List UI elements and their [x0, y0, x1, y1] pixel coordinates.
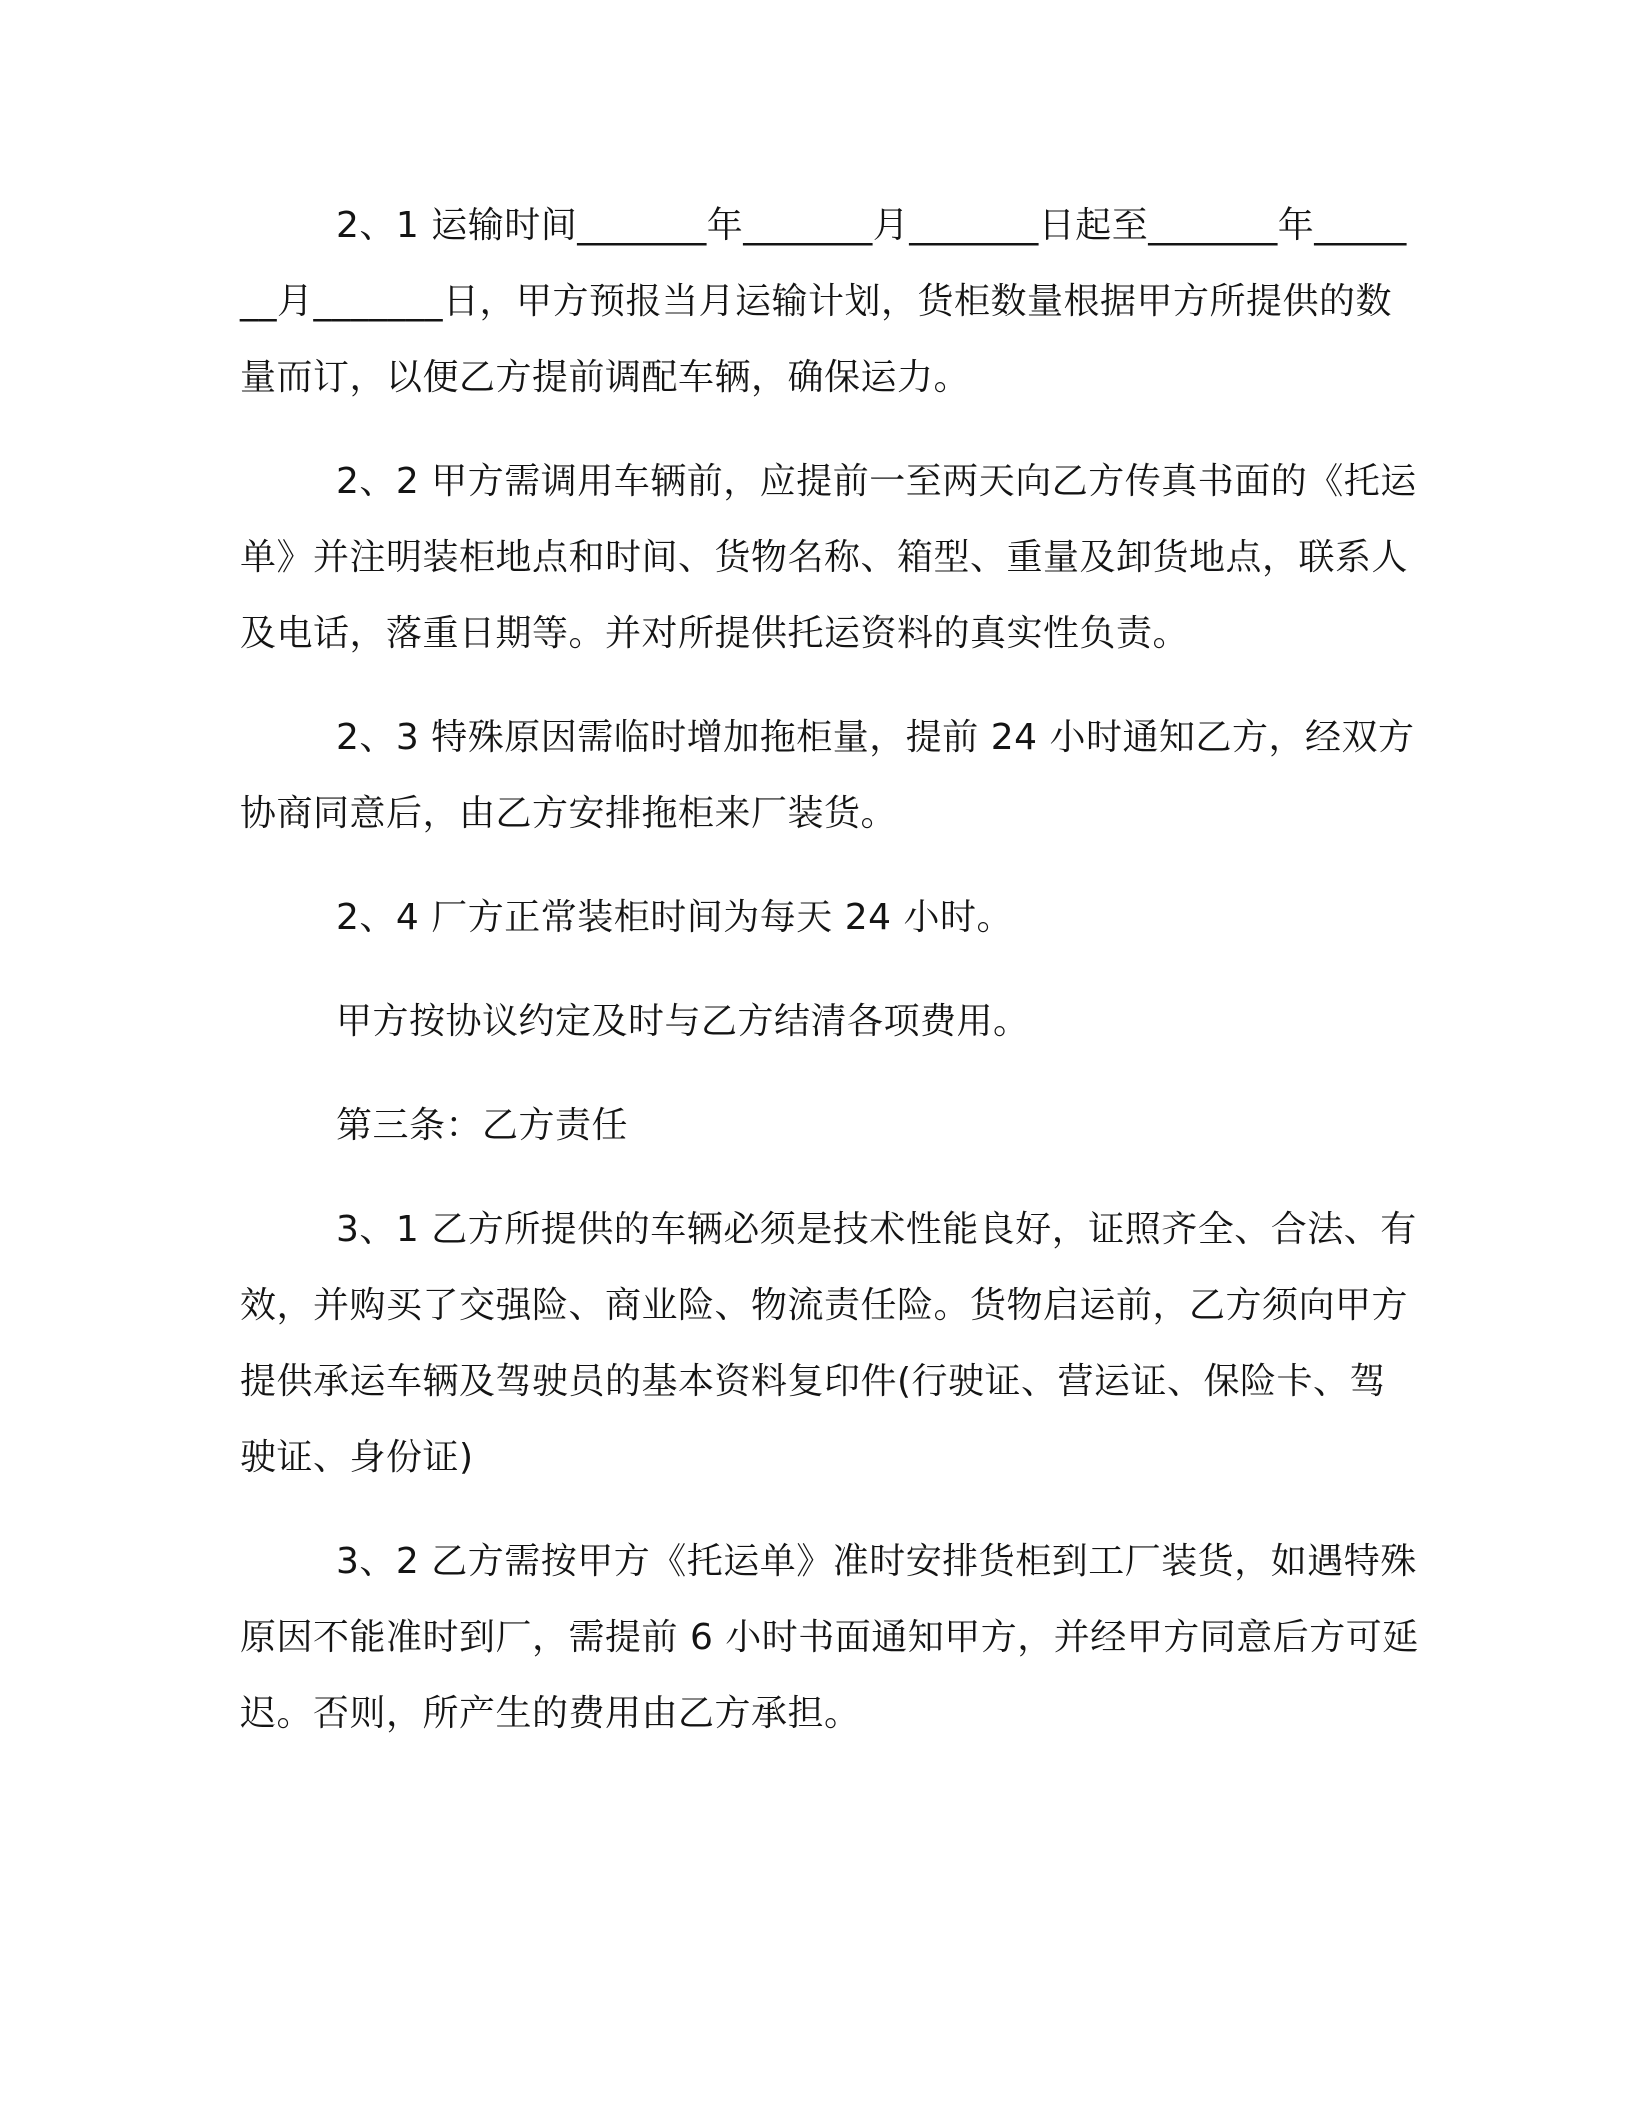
- clause-2-1: 2、1 运输时间_______年_______月_______日起至_______年_______月_______日，甲方预报当月运输计划，货柜数量根据甲方所提供的数量而订，以便乙方提前调配车辆，确保运力。: [240, 205, 1407, 398]
- document-body: [240, 188, 1420, 1780]
- fee-settlement-paragraph: 甲方按协议约定及时与乙方结清各项费用。: [336, 1001, 1030, 1042]
- clause-2-3: 2、3 特殊原因需临时增加拖柜量，提前 24 小时通知乙方，经双方协商同意后，由乙方安排拖柜来厂装货。: [240, 717, 1415, 834]
- clause-3-2: 3、2 乙方需按甲方《托运单》准时安排货柜到工厂装货，如遇特殊原因不能准时到厂，需提前 6 小时书面通知甲方，并经甲方同意后方可延迟。否则，所产生的费用由乙方承担。: [240, 1541, 1419, 1734]
- clause-3-1: 3、1 乙方所提供的车辆必须是技术性能良好，证照齐全、合法、有效，并购买了交强险、商业险、物流责任险。货物启运前，乙方须向甲方提供承运车辆及驾驶员的基本资料复印件(行驶证、营运证、保险卡、驾驶证、身份证): [240, 1209, 1417, 1478]
- clause-2-4: 2、4 厂方正常装柜时间为每天 24 小时。: [336, 897, 1013, 938]
- article-3-heading: 第三条：乙方责任: [336, 1105, 629, 1146]
- clause-2-2: 2、2 甲方需调用车辆前，应提前一至两天向乙方传真书面的《托运单》并注明装柜地点和时间、货物名称、箱型、重量及卸货地点，联系人及电话，落重日期等。并对所提供托运资料的真实性负责。: [240, 461, 1417, 654]
